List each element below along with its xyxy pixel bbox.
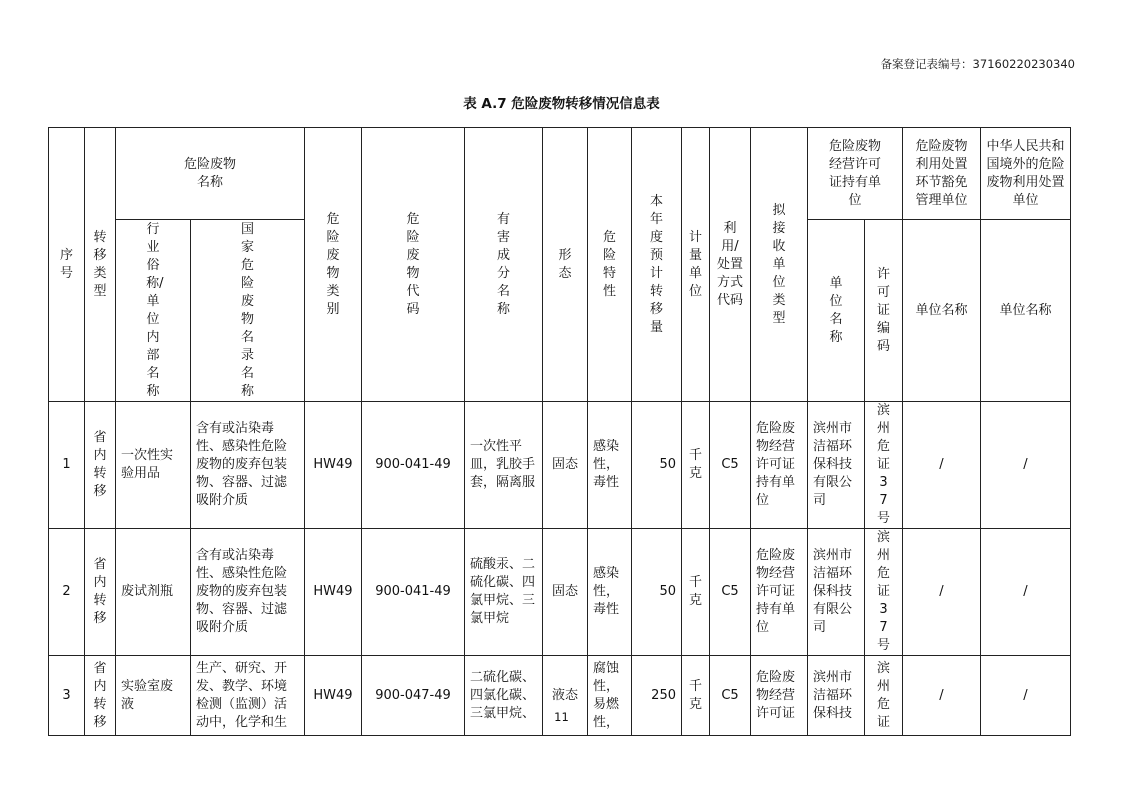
cell-form: 固态 (543, 529, 588, 656)
header-harmful: 有害成分名称 (465, 128, 543, 402)
cell-harmful: 硫酸汞、二硫化碳、四氯甲烷、三氯甲烷 (465, 529, 543, 656)
cell-code: 900-041-49 (362, 402, 465, 529)
header-receiver-type: 拟接收单位类型 (751, 128, 808, 402)
cell-form: 固态 (543, 402, 588, 529)
header-disposal-code: 利用/处置方式代码 (710, 128, 751, 402)
cell-disposal: C5 (710, 402, 751, 529)
header-foreign-group: 中华人民共和国境外的危险废物利用处置单位 (981, 128, 1071, 220)
table-row (49, 402, 1071, 529)
table-row (49, 529, 1071, 656)
header-exempt-group: 危险废物利用处置环节豁免管理单位 (903, 128, 981, 220)
cell-seq: 1 (49, 402, 85, 529)
cell-foreign: / (981, 402, 1071, 529)
header-license-no: 许可证编码 (865, 220, 903, 402)
cell-receiver-type: 危险废物经营许可证持有单位 (751, 529, 808, 656)
cell-exempt: / (903, 402, 981, 529)
header-code: 危险废物代码 (362, 128, 465, 402)
cell-license-no: 滨州危证37号 (865, 529, 903, 656)
cell-license-unit: 滨州市洁福环保科技 (808, 656, 865, 736)
cell-seq: 3 (49, 656, 85, 736)
header-category: 危险废物类别 (305, 128, 362, 402)
cell-harmful: 二硫化碳、四氯化碳、三氯甲烷、 (465, 656, 543, 736)
header-license-unit-name: 单位名称 (808, 220, 865, 402)
cell-industry-name: 实验室废液 (116, 656, 191, 736)
cell-hazard: 腐蚀性，易燃性， (588, 656, 632, 736)
cell-transfer-type: 省内转移 (85, 402, 116, 529)
header-form: 形态 (543, 128, 588, 402)
cell-license-unit: 滨州市洁福环保科技有限公司 (808, 402, 865, 529)
header-waste-name-group: 危险废物名称 (116, 128, 305, 220)
cell-national-name: 含有或沾染毒性、感染性危险废物的废弃包装物、容器、过滤吸附介质 (191, 529, 305, 656)
cell-disposal: C5 (710, 656, 751, 736)
cell-foreign: / (981, 529, 1071, 656)
cell-category: HW49 (305, 529, 362, 656)
cell-form: 液态 (543, 656, 588, 736)
cell-code: 900-047-49 (362, 656, 465, 736)
header-row-1 (49, 128, 1071, 220)
cell-license-no: 滨州危证 (865, 656, 903, 736)
header-annual-amount: 本年度预计转移量 (632, 128, 682, 402)
registration-number: 备案登记表编号：37160220230340 (880, 57, 1075, 71)
cell-national-name: 生产、研究、开发、教学、环境检测（监测）活动中，化学和生 (191, 656, 305, 736)
cell-transfer-type: 省内转移 (85, 656, 116, 736)
header-seq: 序号 (49, 128, 85, 402)
cell-license-no: 滨州危证37号 (865, 402, 903, 529)
header-exempt-name: 单位名称 (903, 220, 981, 402)
cell-amount: 50 (632, 529, 682, 656)
cell-harmful: 一次性平皿，乳胶手套，隔离服 (465, 402, 543, 529)
cell-unit: 千克 (682, 656, 710, 736)
table-title: 表 A.7 危险废物转移情况信息表 (463, 96, 660, 112)
waste-transfer-table (48, 127, 1071, 736)
page-number: 11 (554, 710, 569, 724)
cell-seq: 2 (49, 529, 85, 656)
header-transfer-type: 转移类型 (85, 128, 116, 402)
cell-license-unit: 滨州市洁福环保科技有限公司 (808, 529, 865, 656)
cell-category: HW49 (305, 402, 362, 529)
cell-category: HW49 (305, 656, 362, 736)
cell-transfer-type: 省内转移 (85, 529, 116, 656)
cell-receiver-type: 危险废物经营许可证 (751, 656, 808, 736)
cell-unit: 千克 (682, 402, 710, 529)
cell-disposal: C5 (710, 529, 751, 656)
cell-amount: 50 (632, 402, 682, 529)
cell-receiver-type: 危险废物经营许可证持有单位 (751, 402, 808, 529)
cell-exempt: / (903, 529, 981, 656)
header-unit: 计量单位 (682, 128, 710, 402)
cell-national-name: 含有或沾染毒性、感染性危险废物的废弃包装物、容器、过滤吸附介质 (191, 402, 305, 529)
header-foreign-name: 单位名称 (981, 220, 1071, 402)
header-license-group: 危险废物经营许可证持有单位 (808, 128, 903, 220)
cell-foreign: / (981, 656, 1071, 736)
cell-exempt: / (903, 656, 981, 736)
header-industry-name: 行业俗称/单位内部名称 (116, 220, 191, 402)
cell-code: 900-041-49 (362, 529, 465, 656)
cell-hazard: 感染性，毒性 (588, 529, 632, 656)
cell-hazard: 感染性，毒性 (588, 402, 632, 529)
cell-unit: 千克 (682, 529, 710, 656)
header-national-name: 国家危险废物名录名称 (191, 220, 305, 402)
cell-amount: 250 (632, 656, 682, 736)
cell-industry-name: 废试剂瓶 (116, 529, 191, 656)
header-hazard: 危险特性 (588, 128, 632, 402)
cell-industry-name: 一次性实验用品 (116, 402, 191, 529)
